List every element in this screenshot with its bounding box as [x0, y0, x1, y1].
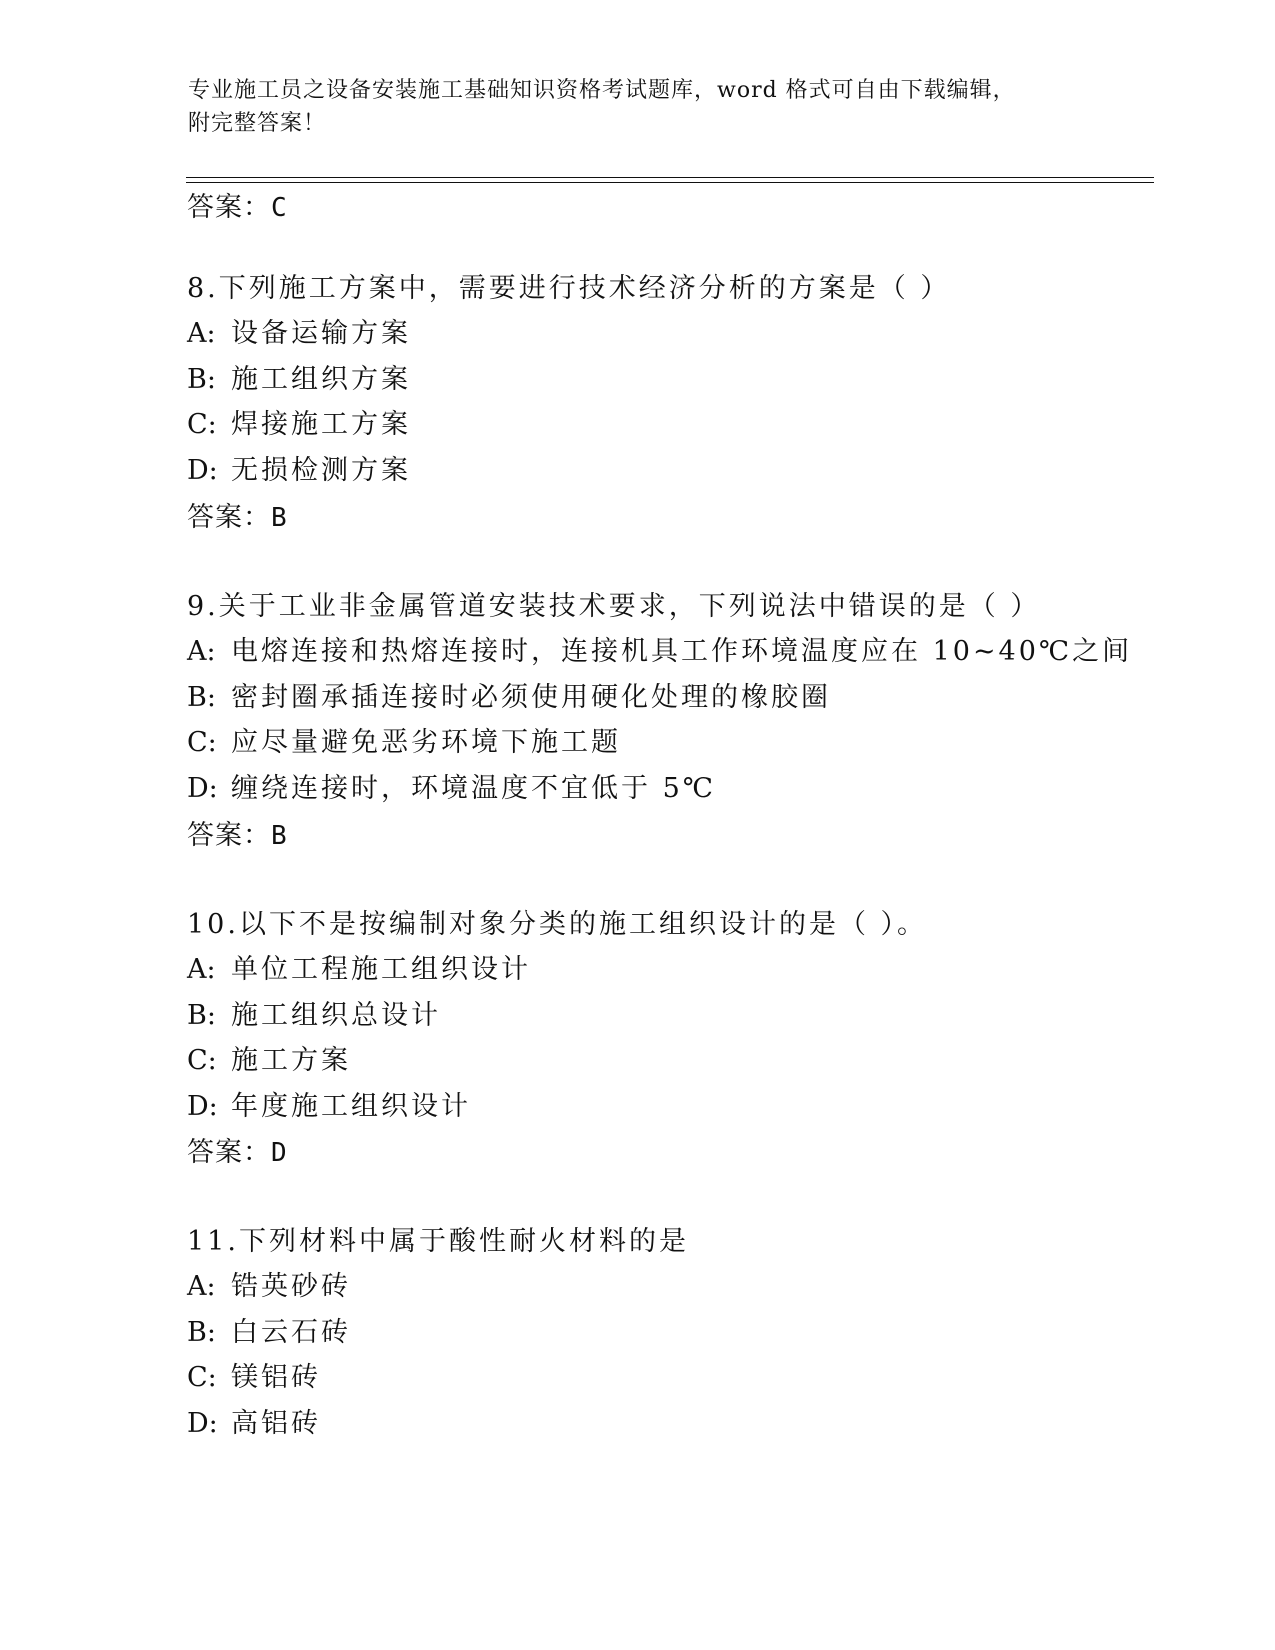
option-a	[187, 629, 1133, 675]
option-letter: D:	[187, 772, 218, 804]
option-b	[187, 357, 1127, 403]
option-d	[187, 1401, 1127, 1447]
option-b	[187, 993, 1127, 1039]
option-letter: B:	[187, 999, 216, 1031]
option-letter: C:	[187, 727, 217, 758]
option-text: 施工组织总设计	[231, 999, 441, 1031]
question-item	[187, 266, 1127, 493]
option-a	[187, 311, 1127, 357]
answer-value: B	[271, 821, 288, 851]
header-line-2: 附完整答案！	[188, 111, 327, 136]
question-title: 11.下列材料中属于酸性耐火材料的是	[187, 1226, 689, 1257]
option-d	[187, 766, 1127, 812]
answer-line	[187, 1137, 288, 1169]
option-b	[187, 675, 1127, 721]
option-c	[187, 720, 1127, 766]
option-b	[187, 1310, 1127, 1356]
answer-label: 答案：	[187, 1137, 271, 1168]
option-letter: B:	[187, 1316, 216, 1348]
option-d	[187, 1084, 1127, 1130]
question-title: 9.关于工业非金属管道安装技术要求，下列说法中错误的是（ ）	[187, 591, 1041, 622]
option-letter: A:	[187, 1271, 216, 1302]
answer-line	[187, 502, 288, 534]
option-letter: C:	[187, 1362, 217, 1393]
answer-line	[187, 192, 288, 224]
option-text: 锆英砂砖	[231, 1271, 351, 1302]
header-divider-bottom	[186, 182, 1154, 183]
option-text: 施工组织方案	[231, 363, 411, 395]
answer-value: C	[271, 193, 288, 223]
option-text: 单位工程施工组织设计	[231, 954, 531, 985]
option-text: 高铝砖	[231, 1407, 321, 1439]
option-letter: B:	[187, 681, 216, 713]
option-text: 密封圈承插连接时必须使用硬化处理的橡胶圈	[231, 681, 831, 713]
header-line-1: 专业施工员之设备安装施工基础知识资格考试题库，word 格式可自由下载编辑，	[188, 78, 1016, 103]
option-c	[187, 1038, 1127, 1084]
answer-label: 答案：	[187, 192, 271, 223]
answer-label: 答案：	[187, 820, 271, 851]
option-text: 电熔连接和热熔连接时，连接机具工作环境温度应在 10~40℃之间	[231, 636, 1133, 667]
option-letter: C:	[187, 1045, 217, 1076]
option-text: 施工方案	[231, 1045, 351, 1076]
question-title: 10.以下不是按编制对象分类的施工组织设计的是（ ）。	[187, 909, 928, 940]
option-letter: C:	[187, 409, 217, 440]
option-letter: A:	[187, 954, 216, 985]
option-letter: B:	[187, 363, 216, 395]
option-text: 年度施工组织设计	[231, 1090, 471, 1122]
option-text: 焊接施工方案	[231, 409, 411, 440]
option-text: 无损检测方案	[231, 454, 411, 486]
option-text: 设备运输方案	[231, 318, 411, 349]
answer-line	[187, 820, 288, 852]
option-a	[187, 947, 1127, 993]
option-text: 白云石砖	[231, 1316, 351, 1348]
option-text: 应尽量避免恶劣环境下施工题	[231, 727, 621, 758]
question-title: 8.下列施工方案中，需要进行技术经济分析的方案是（ ）	[187, 273, 951, 304]
option-text: 镁铝砖	[231, 1362, 321, 1393]
header-divider-top	[186, 177, 1154, 178]
option-text: 缠绕连接时，环境温度不宜低于 5℃	[231, 772, 716, 804]
option-c	[187, 1355, 1127, 1401]
question-item	[187, 1219, 1127, 1446]
answer-value: D	[271, 1138, 288, 1168]
document-header	[188, 74, 1088, 140]
option-letter: A:	[187, 318, 216, 349]
option-letter: D:	[187, 1090, 218, 1122]
option-c	[187, 402, 1127, 448]
option-letter: D:	[187, 1407, 218, 1439]
option-a	[187, 1264, 1127, 1310]
answer-value: B	[271, 503, 288, 533]
answer-label: 答案：	[187, 502, 271, 533]
option-letter: A:	[187, 636, 216, 667]
option-d	[187, 448, 1127, 494]
question-item	[187, 902, 1127, 1129]
question-item	[187, 584, 1133, 811]
option-letter: D:	[187, 454, 218, 486]
